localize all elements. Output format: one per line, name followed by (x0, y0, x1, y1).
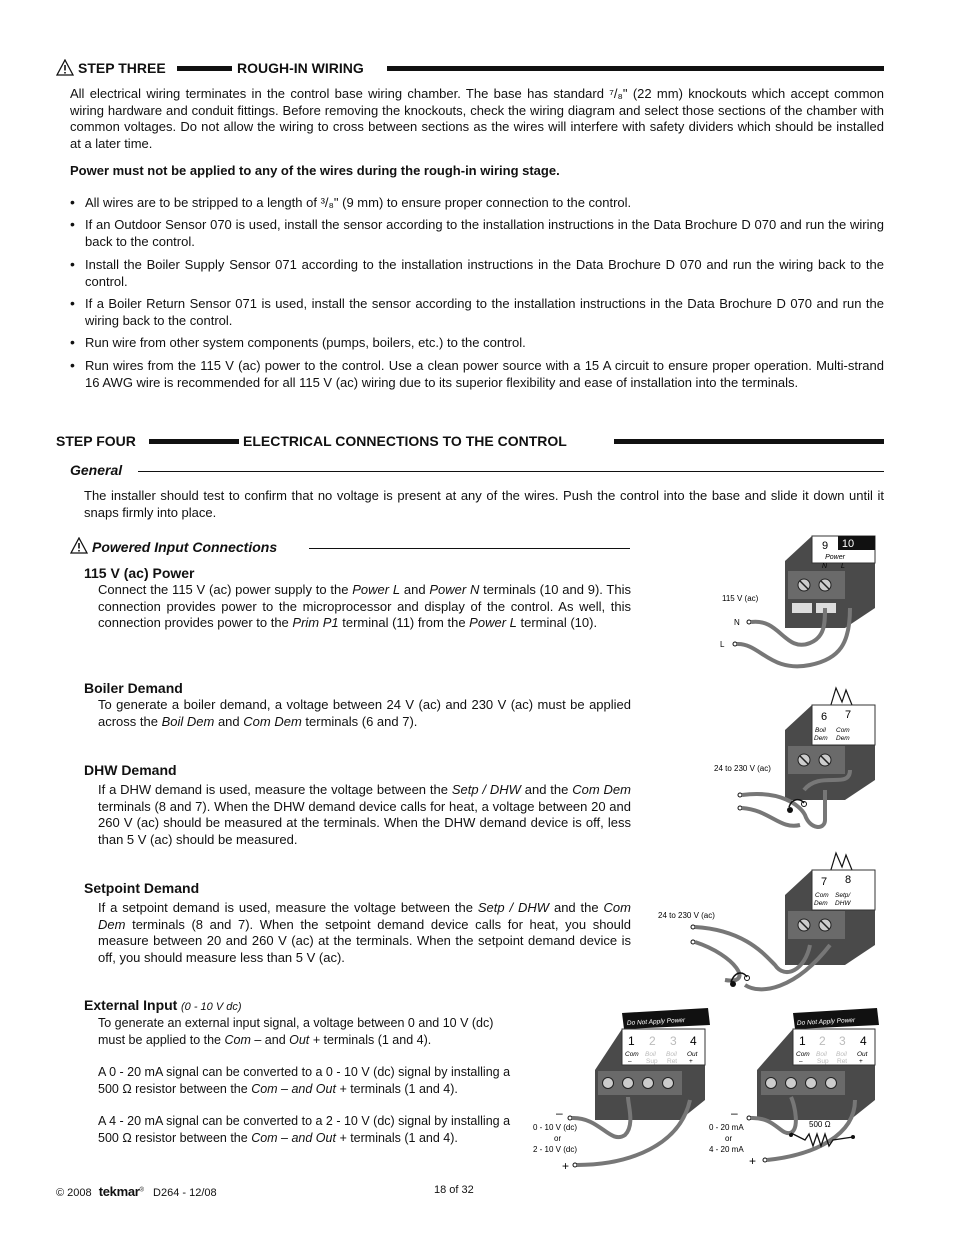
terminal-number: 2 (819, 1034, 826, 1048)
general-rule (138, 471, 884, 472)
external-heading: External Input (0 - 10 V dc) (84, 997, 242, 1013)
terminal-label: Boil (815, 727, 826, 734)
terminal-label: + (859, 1058, 863, 1065)
signal-label: 0 - 20 mA (709, 1123, 744, 1132)
terminal-number: 4 (860, 1034, 867, 1048)
signal-label: 2 - 10 V (dc) (533, 1145, 578, 1154)
setpoint-text: If a setpoint demand is used, measure the voltage between the Setp / DHW and the Com Dem terminals (8 and 7). When the setpoint demand device calls for heat, you should measure between 20 and 260 V (ac) at the terminals. When the setpoint demand device is off, you should measure less than 5 V (ac). (98, 900, 631, 965)
terminal-label: Boil (666, 1051, 677, 1058)
external-current-diagram (705, 1005, 890, 1175)
powered-heading: Powered Input Connections (92, 539, 278, 555)
power-heading: 115 V (ac) Power (84, 565, 195, 581)
bullet-item: If a Boiler Return Sensor 071 is used, install the sensor according to the installation instructions in the Data Brochure D 070 and run the wiring back to the control. (85, 296, 884, 328)
signal-label: or (554, 1134, 562, 1143)
polarity-label: – (556, 1106, 563, 1120)
header-rule (149, 439, 239, 444)
bullet-marker: • (70, 334, 75, 350)
wire-label: L (720, 640, 725, 649)
warning-icon (56, 59, 74, 76)
boiler-heading: Boiler Demand (84, 680, 183, 696)
bullet-marker: • (70, 256, 75, 272)
terminal-label: Sup (646, 1058, 658, 1065)
step-four-label: STEP FOUR (56, 433, 136, 449)
signal-label: or (725, 1134, 733, 1143)
boiler-text: To generate a boiler demand, a voltage between 24 V (ac) and 230 V (ac) must be applied across the Boil Dem and Com Dem terminals (6 and 7). (98, 697, 631, 729)
terminal-label: – (799, 1058, 803, 1065)
polarity-label: + (749, 1154, 757, 1168)
general-heading: General (70, 462, 123, 478)
terminal-label: Setp/ (835, 892, 851, 899)
signal-label: 4 - 20 mA (709, 1145, 744, 1154)
external-p2: A 0 - 20 mA signal can be converted to a 0 - 10 V (dc) signal by installing a 500 Ω resistor between the Com – and Out + terminals (1 and 4). (98, 1065, 511, 1096)
brand-logo: tekmar (98, 1184, 140, 1199)
header-rule (614, 439, 884, 444)
terminal-number: 3 (839, 1034, 846, 1048)
intro-paragraph: All electrical wiring terminates in the control base wiring chamber. The base has standard ⁷/₈" (22 mm) knockouts which accept common wiring hardware and conduit fittings. Before removing the knockouts, check the wiring diagram and select those sections of the chamber with common voltages. Do not allow the wiring to cross between sections as the wires will interfere with safety dividers which should be installed at a later time. (70, 86, 884, 151)
header-rule (177, 66, 232, 71)
dhw-heading: DHW Demand (84, 762, 177, 778)
bullet-item: Run wire from other system components (pumps, boilers, etc.) to the control. (85, 335, 526, 350)
powered-rule (309, 548, 630, 549)
terminal-number: 7 (820, 876, 828, 888)
warning-icon (70, 537, 88, 554)
terminal-number: 3 (670, 1034, 677, 1048)
header-rule (387, 66, 884, 71)
terminal-label: Boil (816, 1051, 827, 1058)
terminal-number: 9 (821, 540, 829, 552)
terminal-label: L (841, 563, 845, 570)
bullet-item: Install the Boiler Supply Sensor 071 according to the installation instructions in the Data Brochure D 070 and run the wiring back to the control. (85, 257, 884, 289)
dhw-text: If a DHW demand is used, measure the voltage between the Setp / DHW and the Com Dem terminals (8 and 7). When the DHW demand device calls for heat, a voltage between 20 and 260 V (ac) should be measured at the terminals. When the DHW demand device is off, less than 5 V (ac) should be measured. (98, 782, 631, 847)
signal-label: 0 - 10 V (dc) (533, 1123, 578, 1132)
terminal-label: Com (625, 1051, 639, 1058)
terminal-number: 1 (628, 1034, 635, 1048)
terminal-label: Com (815, 892, 829, 899)
bullet-marker: • (70, 216, 75, 232)
supply-label: 24 to 230 V (ac) (658, 911, 715, 920)
warning-banner: Do Not Apply Power (626, 1016, 686, 1027)
terminal-label: Ret (837, 1058, 848, 1065)
supply-label: 115 V (ac) (722, 594, 759, 603)
bullet-marker: • (70, 357, 75, 373)
power-wiring-diagram (700, 533, 885, 683)
terminal-number: 6 (820, 711, 828, 723)
terminal-label: Ret (667, 1058, 678, 1065)
polarity-label: + (562, 1159, 570, 1173)
terminal-label: Power (825, 554, 845, 561)
warning-banner: Do Not Apply Power (796, 1016, 856, 1027)
supply-label: 24 to 230 V (ac) (714, 764, 771, 773)
step-four-title: ELECTRICAL CONNECTIONS TO THE CONTROL (243, 433, 567, 449)
step-three-title: ROUGH-IN WIRING (237, 60, 364, 76)
terminal-label: N (822, 563, 828, 570)
terminal-label: Com (836, 727, 850, 734)
terminal-label: + (689, 1058, 693, 1065)
terminal-label: DHW (835, 900, 851, 907)
external-p1: To generate an external input signal, a voltage between 0 and 10 V (dc) must be applied to the Com – and Out + terminals (1 and 4). (98, 1016, 494, 1047)
warning-text: Power must not be applied to any of the wires during the rough-in wiring stage. (70, 163, 560, 178)
terminal-label: Dem (814, 900, 828, 907)
external-p3: A 4 - 20 mA signal can be converted to a 2 - 10 V (dc) signal by installing a 500 Ω resistor between the Com – and Out + terminals (1 and 4). (98, 1114, 511, 1145)
terminal-label: Boil (645, 1051, 656, 1058)
terminal-label: Com (796, 1051, 810, 1058)
general-text: The installer should test to confirm that no voltage is present at any of the wires. Push the control into the base and slide it down until it snaps firmly into place. (84, 488, 884, 520)
copyright: © 2008 (56, 1187, 92, 1199)
step-three-label: STEP THREE (78, 60, 166, 76)
terminal-number: 10 (841, 538, 855, 550)
terminal-number: 4 (690, 1034, 697, 1048)
terminal-number: 2 (649, 1034, 656, 1048)
dhw-wiring-diagram (700, 770, 885, 850)
terminal-number: 1 (799, 1034, 806, 1048)
bullet-marker: • (70, 194, 75, 210)
page-number: 18 of 32 (434, 1184, 474, 1196)
bullet-marker: • (70, 295, 75, 311)
bullet-item: All wires are to be stripped to a length of ³/₈" (9 mm) to ensure proper connection to the control. (85, 195, 632, 210)
polarity-label: – (731, 1106, 738, 1120)
terminal-label: Sup (817, 1058, 829, 1065)
setpoint-wiring-diagram (655, 845, 885, 1005)
power-text: Connect the 115 V (ac) power supply to the Power L and Power N terminals (10 and 9). This connection provides power to the microprocessor and display of the control. As well, this connection provides power to the Prim P1 terminal (11) from the Power L terminal (10). (98, 582, 631, 630)
bullet-item: If an Outdoor Sensor 070 is used, install the sensor according to the installation instructions in the Data Brochure D 070 and run the wiring back to the control. (85, 217, 884, 249)
terminal-label: – (628, 1058, 632, 1065)
terminal-label: Dem (814, 735, 828, 742)
footer: © 2008 tekmar® D264 - 12/08 (56, 1184, 217, 1199)
bullet-item: Run wires from the 115 V (ac) power to the control. Use a clean power source with a 15 A circuit to ensure proper operation. Multi-strand 16 AWG wire is recommended for all 115 V (ac) wiring due to its superior flexibility and ease of installation into the terminals. (85, 358, 884, 390)
setpoint-heading: Setpoint Demand (84, 880, 200, 896)
terminal-number: 7 (844, 709, 852, 721)
terminal-label: Boil (836, 1051, 847, 1058)
terminal-label: Out (687, 1051, 698, 1058)
terminal-label: Dem (836, 735, 850, 742)
resistor-label: 500 Ω (809, 1120, 831, 1129)
terminal-number: 8 (844, 874, 852, 886)
document-id: D264 - 12/08 (153, 1187, 217, 1199)
wire-label: N (734, 618, 740, 627)
external-voltage-diagram (530, 1005, 720, 1175)
terminal-label: Out (857, 1051, 868, 1058)
